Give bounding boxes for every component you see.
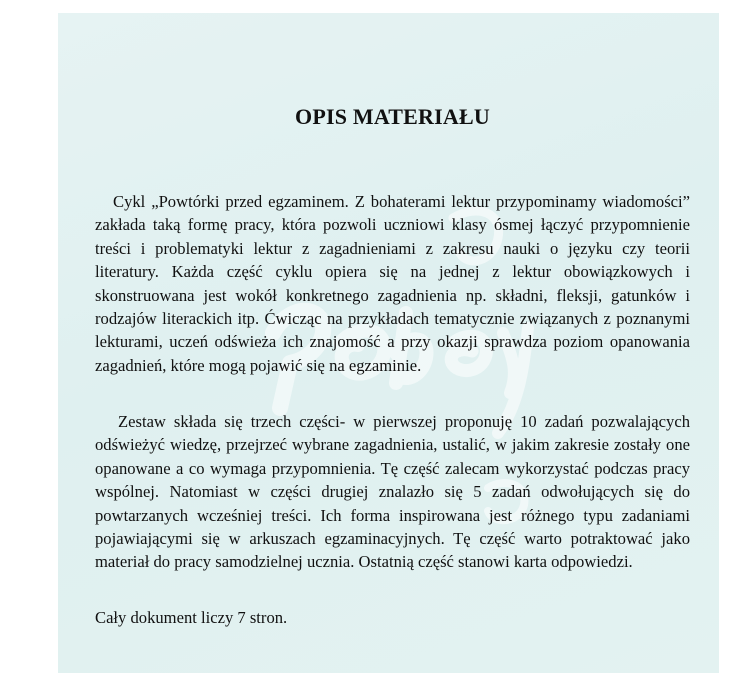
paragraph-structure: Zestaw składa się trzech części- w pierwszej proponuję 10 zadań pozwalających odświeżyć wiedzę, przejrzeć wybrane zagadnienia, ustalić, w jakim zakresie zostały one opanowane a co wymaga przypomnienia. Tę część zalecam wykorzystać podczas pracy wspólnej. Natomiast w części drugiej znalazło się 5 zadań odwołujących się do powtarzanych wcześniej treści. Ich forma inspirowana jest różnego typu zadaniami pojawiającymi się w arkuszach egzaminacyjnych. Tę część warto potraktować jako materiał do pracy samodzielnej ucznia. Ostatnią część stanowi karta odpowiedzi.: [95, 412, 690, 572]
document-page: [58, 13, 719, 673]
paragraph-page-count: Cały dokument liczy 7 stron.: [95, 608, 288, 627]
document-title: OPIS MATERIAŁU: [295, 104, 490, 129]
paragraph-intro: Cykl „Powtórki przed egzaminem. Z bohaterami lektur przypominamy wiadomości” zakłada taką formę pracy, która pozwoli uczniowi klasy ósmej łączyć przypomnienie treści i problematyki lektur z zagadnieniami z zakresu nauki o języku czy teorii literatury. Każda część cyklu opiera się na jednej z lektur obowiązkowych i skonstruowana jest wokół konkretnego zagadnienia np. składni, fleksji, gatunków i rodzajów literackich itp. Ćwicząc na przykładach tematycznie związanych z poznanymi lekturami, uczeń odświeża ich znajomość a przy okazji sprawdza poziom opanowania zagadnień, które mogą pojawić się na egzaminie.: [95, 192, 690, 375]
